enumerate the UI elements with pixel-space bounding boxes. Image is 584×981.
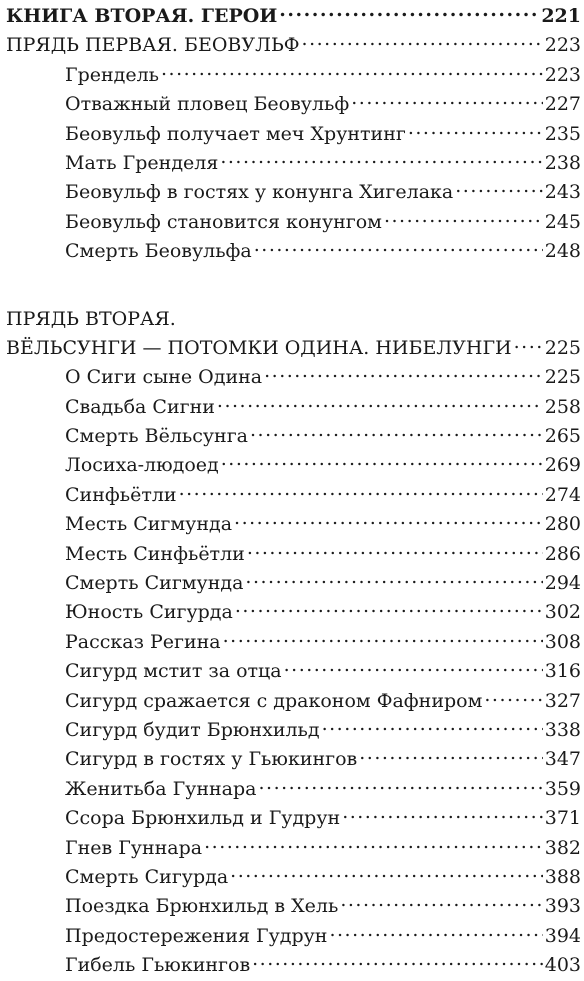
part-title-line2: ВЁЛЬСУНГИ — ПОТОМКИ ОДИНА. НИБЕЛУНГИ [6,336,512,359]
chapter-title: Гнев Гуннара [65,836,203,859]
table-of-contents [6,2,581,981]
chapter-page-number: 265 [544,425,581,448]
part-page-number: 223 [544,34,581,57]
toc-chapter-entry[interactable] [6,481,581,510]
chapter-title: Лосиха-людоед [65,454,219,477]
chapter-page-number: 238 [544,151,581,174]
chapter-title: Сигурд мстит за отца [65,660,282,683]
dot-leader [351,91,542,110]
toc-chapter-entry[interactable] [6,120,581,149]
chapter-title: Грендель [65,63,160,86]
chapter-page-number: 294 [544,572,581,595]
chapter-title: Поездка Брюнхильд в Хель [65,895,339,918]
dot-leader [329,923,542,942]
toc-chapter-entry[interactable] [6,237,581,266]
chapter-page-number: 269 [544,454,581,477]
toc-chapter-entry[interactable] [6,804,581,833]
toc-chapter-entry[interactable] [6,598,581,627]
chapter-page-number: 225 [544,366,581,389]
part-page-number: 225 [544,336,581,359]
chapter-page-number: 394 [544,924,581,947]
dot-leader [455,179,543,198]
chapter-title: Предостережения Гудрун [65,924,328,947]
toc-chapter-entry[interactable] [6,863,581,892]
toc-chapter-entry[interactable] [6,834,581,863]
dot-leader [252,952,543,971]
part1-chapter-list [6,61,581,267]
section-gap [6,267,581,296]
toc-part-entry[interactable] [6,334,581,363]
chapter-page-number: 338 [544,718,581,741]
chapter-page-number: 227 [544,93,581,116]
toc-chapter-entry[interactable] [6,363,581,392]
toc-book-entry[interactable] [6,2,581,31]
chapter-title: Месть Сигмунда [65,513,233,536]
chapter-page-number: 382 [544,836,581,859]
chapter-page-number: 274 [544,483,581,506]
dot-leader [161,62,543,81]
toc-chapter-entry[interactable] [6,716,581,745]
dot-leader [279,3,539,22]
chapter-page-number: 347 [544,748,581,771]
chapter-title: Ссора Брюнхильд и Гудрун [65,807,341,830]
toc-chapter-entry[interactable] [6,951,581,980]
chapter-title: Сигурд сражается с драконом Фафниром [65,689,483,712]
toc-chapter-entry[interactable] [6,569,581,598]
toc-chapter-entry[interactable] [6,451,581,480]
dot-leader [302,32,543,51]
dot-leader [235,599,543,618]
dot-leader [217,394,543,413]
dot-leader [408,121,543,140]
chapter-title: Смерть Вёльсунга [65,425,249,448]
dot-leader [204,835,543,854]
chapter-page-number: 359 [544,777,581,800]
chapter-title: Смерть Сигурда [65,865,229,888]
chapter-page-number: 258 [544,395,581,418]
chapter-page-number: 235 [544,122,581,145]
chapter-title: Беовульф становится конунгом [65,210,382,233]
toc-chapter-entry[interactable] [6,422,581,451]
chapter-title: О Сиги сыне Одина [65,366,263,389]
dot-leader [514,335,543,354]
chapter-title: Женитьба Гуннара [65,777,257,800]
chapter-page-number: 371 [544,807,581,830]
dot-leader [245,570,542,589]
chapter-page-number: 243 [544,181,581,204]
chapter-title: Сигурд в гостях у Гьюкингов [65,748,358,771]
dot-leader [221,452,543,471]
part-title-line1: ПРЯДЬ ВТОРАЯ. [6,307,176,330]
chapter-page-number: 248 [544,240,581,263]
toc-chapter-entry[interactable] [6,61,581,90]
chapter-title: Рассказ Регина [65,630,221,653]
dot-leader [484,688,542,707]
toc-chapter-entry[interactable] [6,628,581,657]
toc-part2-block [6,305,581,981]
dot-leader [179,482,543,501]
dot-leader [223,629,543,648]
dot-leader [258,776,542,795]
toc-chapter-entry[interactable] [6,745,581,774]
toc-chapter-entry[interactable] [6,510,581,539]
chapter-title: Свадьба Сигни [65,395,215,418]
chapter-page-number: 280 [544,513,581,536]
chapter-title: Месть Синфьётли [65,542,245,565]
dot-leader [220,150,542,169]
dot-leader [284,658,543,677]
toc-chapter-entry[interactable] [6,657,581,686]
toc-chapter-entry[interactable] [6,178,581,207]
part-title-line [6,305,581,334]
chapter-title: Юность Сигурда [65,601,233,624]
dot-leader [234,511,543,530]
toc-chapter-entry[interactable] [6,540,581,569]
part-title: ПРЯДЬ ПЕРВАЯ. БЕОВУЛЬФ [6,34,300,57]
dot-leader [264,364,543,383]
chapter-page-number: 286 [544,542,581,565]
chapter-title: Гибель Гьюкингов [65,954,251,977]
chapter-title: Беовульф в гостях у конунга Хигелака [65,181,454,204]
chapter-page-number: 223 [544,63,581,86]
dot-leader [384,209,543,228]
toc-part-entry[interactable] [6,31,581,60]
chapter-title: Отважный пловец Беовульф [65,93,350,116]
chapter-page-number: 388 [544,865,581,888]
book-title: КНИГА ВТОРАЯ. ГЕРОИ [6,5,278,27]
dot-leader [340,893,542,912]
chapter-title: Сигурд будит Брюнхильд [65,718,320,741]
chapter-page-number: 302 [544,601,581,624]
toc-chapter-entry[interactable] [6,149,581,178]
chapter-title: Мать Гренделя [65,151,219,174]
toc-chapter-entry[interactable] [6,393,581,422]
toc-chapter-entry[interactable] [6,687,581,716]
chapter-title: Смерть Беовульфа [65,240,252,263]
chapter-title: Синфьётли [65,483,177,506]
dot-leader [359,746,542,765]
chapter-page-number: 327 [544,689,581,712]
chapter-page-number: 403 [544,954,581,977]
chapter-page-number: 393 [544,895,581,918]
toc-chapter-entry[interactable] [6,922,581,951]
dot-leader [250,423,543,442]
chapter-title: Беовульф получает меч Хрунтинг [65,122,406,145]
toc-chapter-entry[interactable] [6,90,581,119]
chapter-page-number: 245 [544,210,581,233]
dot-leader [230,864,543,883]
dot-leader [342,805,543,824]
dot-leader [322,717,543,736]
chapter-page-number: 308 [544,630,581,653]
dot-leader [254,238,543,257]
dot-leader [247,541,543,560]
toc-chapter-entry[interactable] [6,208,581,237]
toc-chapter-entry[interactable] [6,892,581,921]
part2-chapter-list [6,363,581,980]
toc-chapter-entry[interactable] [6,775,581,804]
chapter-title: Смерть Сигмунда [65,572,244,595]
book-page-number: 221 [541,5,581,27]
chapter-page-number: 316 [544,660,581,683]
